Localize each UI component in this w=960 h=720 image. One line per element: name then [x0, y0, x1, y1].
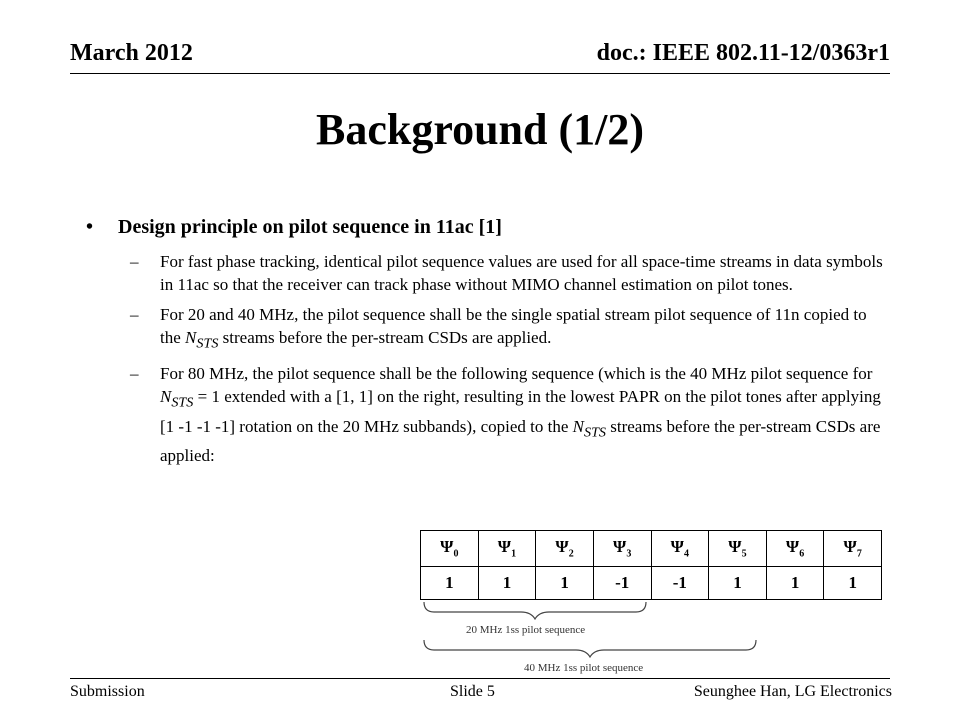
pilot-value-1: 1 [478, 567, 536, 600]
nsts-symbol: N [572, 416, 584, 436]
pilot-value-6: 1 [766, 567, 824, 600]
pilot-value-3: -1 [593, 567, 651, 600]
pilot-value-5: 1 [709, 567, 767, 600]
sub-bullet-3 [130, 362, 890, 467]
nsts-symbol: N [160, 387, 172, 407]
psi-header-0: $\Psi_0$ [421, 531, 479, 567]
header-doc-id: doc.: IEEE 802.11-12/0363r1 [596, 40, 890, 66]
psi-header-5: $\Psi_5$ [709, 531, 767, 567]
nsts-subscript: STS [583, 424, 607, 441]
sub-bullet-text-a: For 80 MHz, the pilot sequence shall be the following sequence (which is the 40 MHz pilot sequence for [160, 364, 873, 384]
pilot-value-7: 1 [824, 567, 882, 600]
pilot-value-2: 1 [536, 567, 594, 600]
sub-bullet-text-b: streams before the per-stream CSDs are applied. [218, 328, 552, 347]
header-rule [70, 73, 890, 74]
psi-header-4: $\Psi_4$ [651, 531, 709, 567]
sub-bullet-text-b: = 1 extended with a [1, 1] on the right, resulting in the lowest PAPR on the pilot tones after applying [1 -1 -1 -1] rotation on the 20 MHz subbands), copied to the [160, 387, 881, 436]
brace-20mhz-label: 20 MHz 1ss pilot sequence [466, 624, 586, 636]
sub-bullet-text-c: streams before the per-stream CSDs are applied: [160, 416, 881, 466]
bullet-symbol: • [86, 216, 94, 238]
pilot-value-0: 1 [421, 567, 479, 600]
psi-header-6: $\Psi_6$ [766, 531, 824, 567]
nsts-subscript: STS [196, 335, 219, 352]
psi-header-3: $\Psi_3$ [593, 531, 651, 567]
bullet-text: Design principle on pilot sequence in 11ac [1] [118, 216, 502, 238]
header-date: March 2012 [70, 40, 193, 66]
table-header-row [421, 531, 882, 567]
psi-header-1: $\Psi_1$ [478, 531, 536, 567]
footer-author: Seunghee Han, LG Electronics [693, 683, 892, 700]
footer-slide-number: Slide 5 [450, 683, 495, 700]
dash-symbol: – [130, 305, 139, 324]
sub-bullet-text: For fast phase tracking, identical pilot sequence values are used for all space-time streams in data symbols in 11ac so that the receiver can track phase without MIMO channel estimation on pilot tones. [160, 252, 883, 294]
psi-header-2: $\Psi_2$ [536, 531, 594, 567]
slide-title: Background (1/2) [315, 105, 645, 154]
footer-rule [70, 678, 890, 679]
dash-symbol: – [130, 364, 139, 384]
brace-40mhz-label: 40 MHz 1ss pilot sequence [524, 662, 644, 674]
psi-header-7: $\Psi_7$ [824, 531, 882, 567]
nsts-subscript: STS [171, 394, 194, 411]
sub-bullet-list [130, 250, 890, 474]
brace-20mhz [420, 600, 650, 620]
pilot-sequence-table [420, 530, 882, 600]
footer-submission: Submission [70, 683, 145, 700]
table-value-row [421, 567, 882, 600]
sub-bullet-text-a: For 20 and 40 MHz, the pilot sequence shall be the single spatial stream pilot sequence of 11n copied to the [160, 305, 867, 347]
sub-bullet-2 [130, 303, 890, 355]
brace-40mhz [420, 638, 760, 658]
sub-bullet-1 [130, 250, 890, 296]
dash-symbol: – [130, 252, 139, 271]
pilot-value-4: -1 [651, 567, 709, 600]
nsts-symbol: N [185, 328, 197, 347]
